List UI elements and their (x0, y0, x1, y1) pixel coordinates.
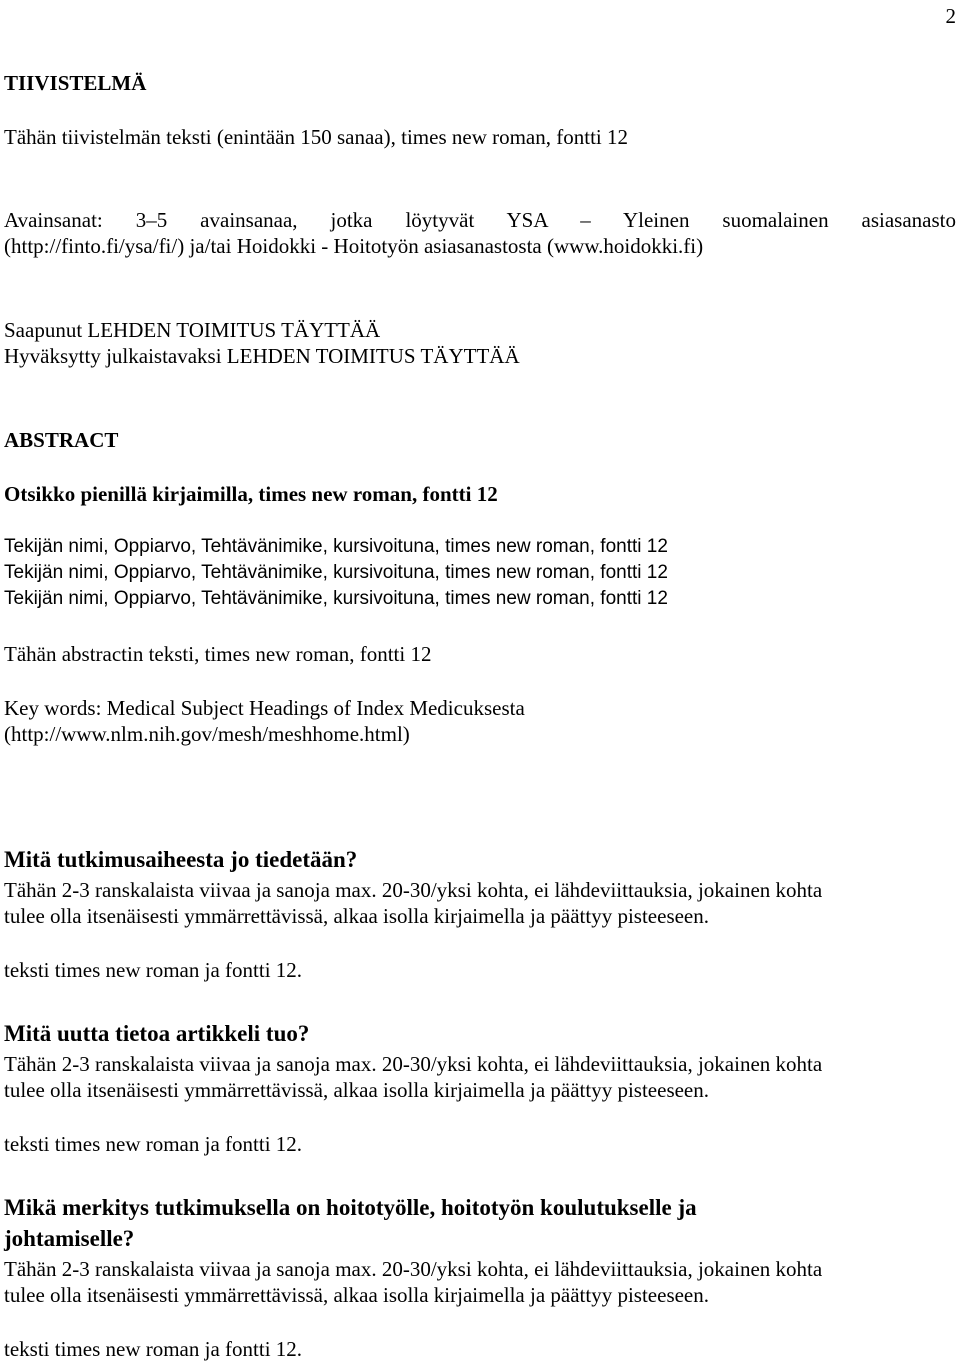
section-line: tulee olla itsenäisesti ymmärrettävissä, alkaa isolla kirjaimella ja päättyy pisteeseen. (4, 1078, 710, 1102)
accepted-line: Hyväksytty julkaistavaksi LEHDEN TOIMITUS TÄYTTÄÄ (4, 344, 520, 368)
keywords-en-line2: (http://www.nlm.nih.gov/mesh/meshhome.html) (4, 722, 410, 746)
section-line: Tähän 2-3 ranskalaista viivaa ja sanoja max. 20-30/yksi kohta, ei lähdeviittauksia, jokainen kohta (4, 878, 823, 902)
keywords-fi-line2: (http://finto.fi/ysa/fi/) ja/tai Hoidokki - Hoitotyön asiasanastosta (www.hoidokki.fi) (4, 234, 704, 258)
abstract-heading: ABSTRACT (4, 428, 119, 452)
section-note: teksti times new roman ja fontti 12. (4, 958, 303, 982)
author-line: Tekijän nimi, Oppiarvo, Tehtävänimike, kursivoituna, times new roman, fontti 12 (4, 562, 668, 583)
section-note: teksti times new roman ja fontti 12. (4, 1132, 303, 1156)
page-number: 2 (945, 4, 956, 28)
section-heading: Mikä merkitys tutkimuksella on hoitotyölle, hoitotyön koulutukselle ja (4, 1195, 697, 1220)
section-line: tulee olla itsenäisesti ymmärrettävissä, alkaa isolla kirjaimella ja päättyy pisteeseen. (4, 904, 710, 928)
author-line: Tekijän nimi, Oppiarvo, Tehtävänimike, kursivoituna, times new roman, fontti 12 (4, 588, 668, 609)
section-heading: Mitä tutkimusaiheesta jo tiedetään? (4, 847, 358, 872)
keywords-en-line1: Key words: Medical Subject Headings of Index Medicuksesta (4, 696, 525, 720)
abstract-title: Otsikko pienillä kirjaimilla, times new roman, fontti 12 (4, 482, 498, 506)
tiivistelma-heading: TIIVISTELMÄ (4, 71, 147, 95)
tiivistelma-text: Tähän tiivistelmän teksti (enintään 150 sanaa), times new roman, fontti 12 (4, 125, 629, 149)
keywords-fi-line1: Avainsanat: 3–5 avainsanaa, jotka löytyvät YSA – Yleinen suomalainen asiasanasto (4, 208, 956, 232)
received-line: Saapunut LEHDEN TOIMITUS TÄYTTÄÄ (4, 318, 381, 342)
section-note: teksti times new roman ja fontti 12. (4, 1337, 303, 1361)
section-heading: johtamiselle? (4, 1226, 135, 1251)
author-line: Tekijän nimi, Oppiarvo, Tehtävänimike, kursivoituna, times new roman, fontti 12 (4, 536, 668, 557)
section-line: Tähän 2-3 ranskalaista viivaa ja sanoja max. 20-30/yksi kohta, ei lähdeviittauksia, jokainen kohta (4, 1257, 823, 1281)
section-line: Tähän 2-3 ranskalaista viivaa ja sanoja max. 20-30/yksi kohta, ei lähdeviittauksia, jokainen kohta (4, 1052, 823, 1076)
section-heading: Mitä uutta tietoa artikkeli tuo? (4, 1021, 310, 1046)
abstract-text: Tähän abstractin teksti, times new roman, fontti 12 (4, 642, 432, 666)
section-line: tulee olla itsenäisesti ymmärrettävissä, alkaa isolla kirjaimella ja päättyy pisteeseen. (4, 1283, 710, 1307)
